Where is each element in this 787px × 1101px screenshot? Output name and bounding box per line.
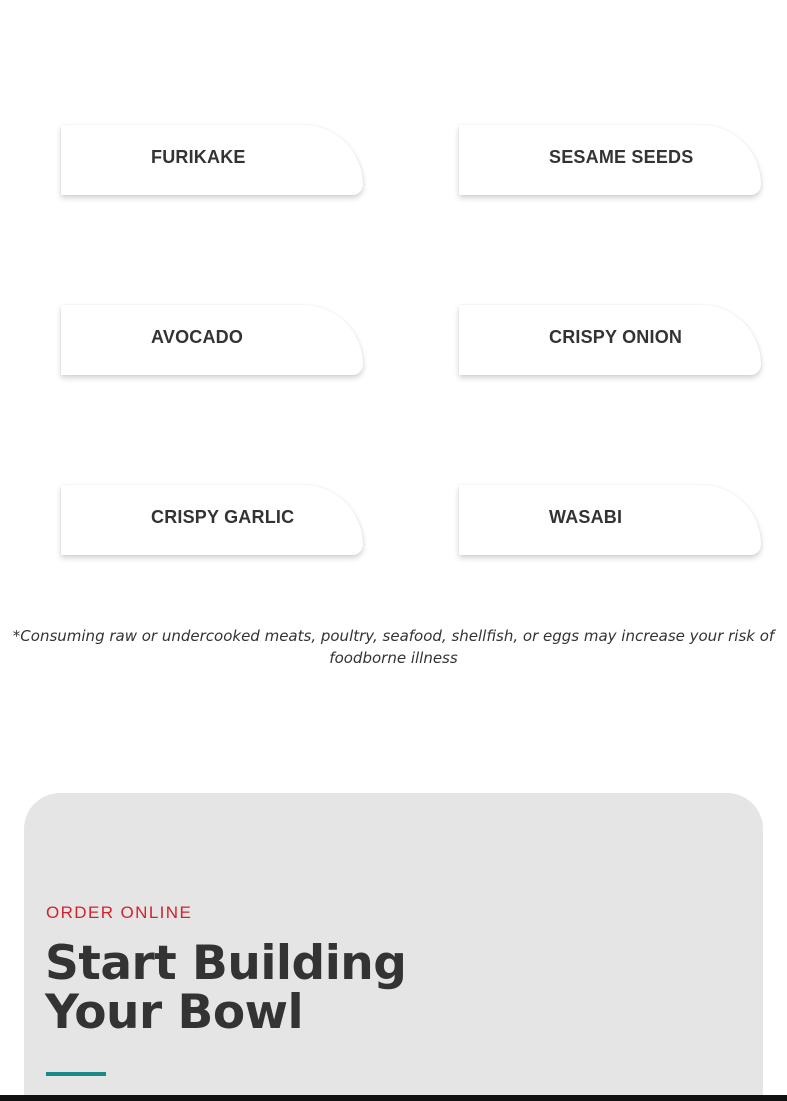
order-online-panel [24, 793, 763, 1101]
topping-label: CRISPY GARLIC [151, 507, 295, 527]
topping-card-crispy-onion[interactable] [459, 305, 761, 375]
topping-card-crispy-garlic[interactable] [61, 485, 363, 555]
topping-card-avocado[interactable] [61, 305, 363, 375]
topping-card-sesame-seeds[interactable] [459, 125, 761, 195]
topping-label: AVOCADO [151, 327, 244, 347]
accent-divider [46, 1072, 106, 1076]
topping-label: FURIKAKE [151, 147, 246, 167]
start-building-headline [45, 936, 407, 1040]
headline-line-2: Your Bowl [45, 985, 304, 1040]
topping-label: WASABI [549, 507, 623, 527]
topping-card-wasabi[interactable] [459, 485, 761, 555]
order-online-eyebrow: ORDER ONLINE [46, 903, 193, 922]
topping-card-furikake[interactable] [61, 125, 363, 195]
topping-label: SESAME SEEDS [549, 147, 694, 167]
food-safety-disclaimer: *Consuming raw or undercooked meats, poultry, seafood, shellfish, or eggs may increase your risk of foodborne illness [12, 627, 775, 667]
headline-line-1: Start Building [45, 936, 407, 991]
viewport-bottom-edge [0, 1095, 787, 1101]
topping-label: CRISPY ONION [549, 327, 683, 347]
